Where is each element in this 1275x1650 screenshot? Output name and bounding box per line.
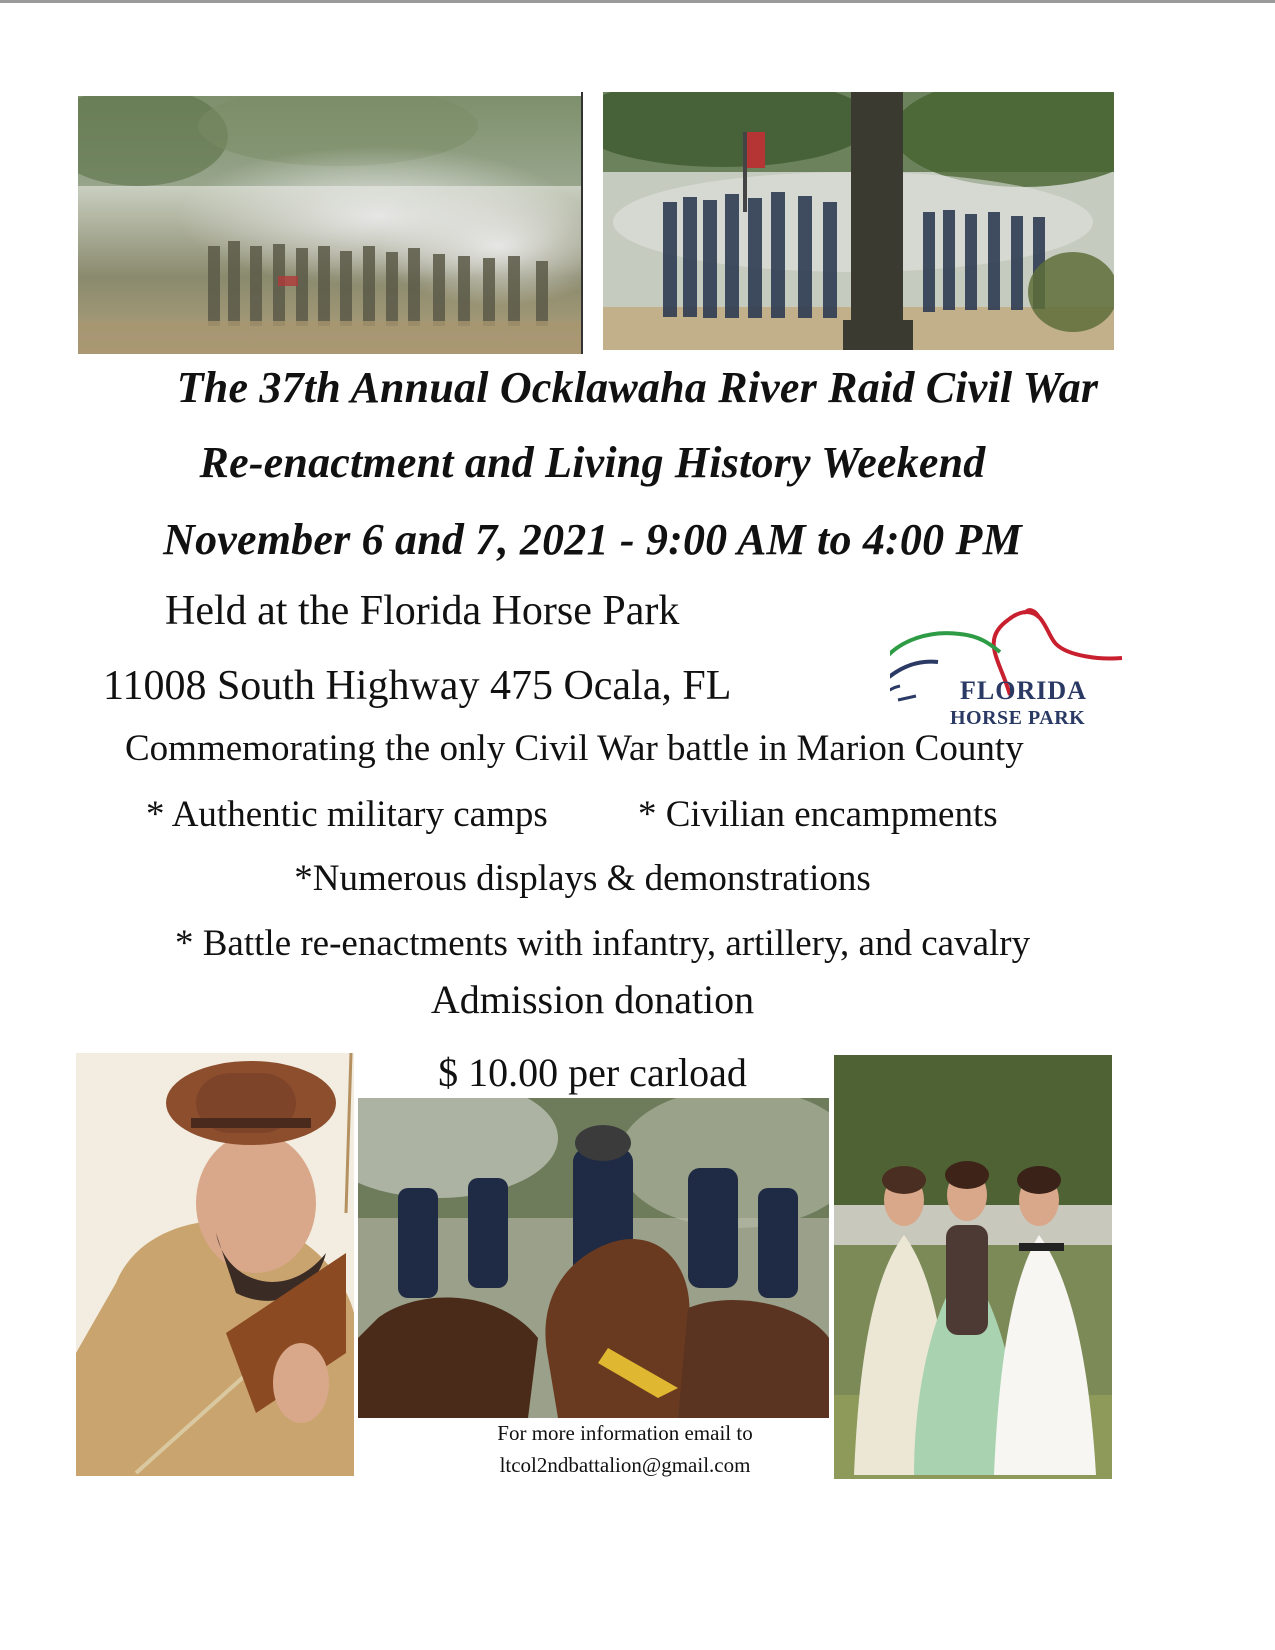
- logo-line-2: HORSE PARK: [950, 707, 1086, 729]
- top-rule: [0, 0, 1275, 3]
- venue-line: Held at the Florida Horse Park: [165, 588, 680, 634]
- photo-divider: [581, 92, 583, 354]
- feature-battles: * Battle re-enactments with infantry, artillery, and cavalry: [175, 923, 1031, 964]
- admission-label: Admission donation: [430, 977, 755, 1022]
- photo-battle-smoke: [78, 96, 581, 354]
- event-title-line-1: The 37th Annual Ocklawaha River Raid Civil War: [176, 363, 1099, 412]
- admission-price: $ 10.00 per carload: [438, 1050, 747, 1095]
- feature-military-camps: * Authentic military camps: [146, 794, 548, 835]
- event-title-line-2: Re-enactment and Living History Weekend: [199, 438, 986, 487]
- info-email[interactable]: ltcol2ndbattalion@gmail.com: [499, 1453, 751, 1477]
- event-date-line: November 6 and 7, 2021 - 9:00 AM to 4:00 PM: [163, 515, 1022, 564]
- feature-displays: *Numerous displays & demonstrations: [294, 858, 871, 899]
- photo-period-dresses: [834, 1055, 1112, 1479]
- address-line: 11008 South Highway 475 Ocala, FL: [103, 663, 732, 709]
- logo-line-1: FLORIDA: [960, 676, 1087, 705]
- photo-cavalry: [358, 1098, 829, 1418]
- commemoration-line: Commemorating the only Civil War battle in Marion County: [125, 728, 1024, 769]
- info-label: For more information email to: [497, 1421, 753, 1445]
- feature-civilian-encampments: * Civilian encampments: [638, 794, 998, 835]
- photo-union-line: [603, 92, 1114, 350]
- photo-fiddler: [76, 1053, 354, 1476]
